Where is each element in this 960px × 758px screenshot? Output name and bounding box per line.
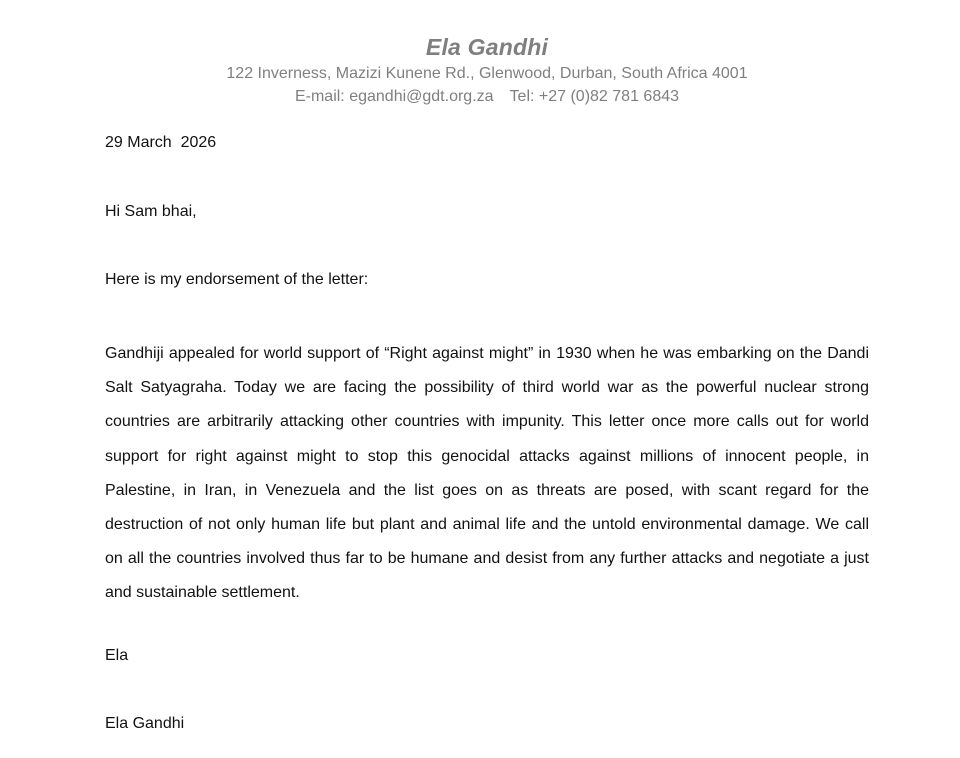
letter-body-paragraph: Gandhiji appealed for world support of “Right against might” in 1930 when he was embarking on the Dandi Salt Satyagraha. Today we are facing the possibility of third world war as the powerful nuclear strong countries are arbitrarily attacking other countries with impunity. This letter once more calls out for world support for right against might to stop this genocidal attacks against millions of innocent people, in Palestine, in Iran, in Venezuela and the list goes on as threats are posed, with scant regard for the destruction of not only human life but plant and animal life and the untold environmental damage. We call on all the countries involved thus far to be humane and desist from any further attacks and negotiate a just and sustainable settlement. (105, 345, 869, 602)
letterhead-contact (0, 85, 960, 108)
letter-closing: Ela (105, 647, 129, 664)
letterhead-name: Ela Gandhi (425, 34, 549, 60)
letterhead-address: 122 Inverness, Mazizi Kunene Rd., Glenwood, Durban, South Africa 4001 (226, 65, 748, 82)
letterhead (0, 32, 960, 108)
signature-name: Ela Gandhi (105, 715, 185, 732)
letterhead-email: E-mail: egandhi@gdt.org.za (294, 88, 494, 105)
letterhead-phone: Tel: +27 (0)82 781 6843 (509, 88, 680, 105)
letter-greeting: Hi Sam bhai, (105, 203, 197, 220)
letter-date: 29 March 2026 (105, 134, 217, 151)
letter-intro: Here is my endorsement of the letter: (105, 271, 369, 288)
